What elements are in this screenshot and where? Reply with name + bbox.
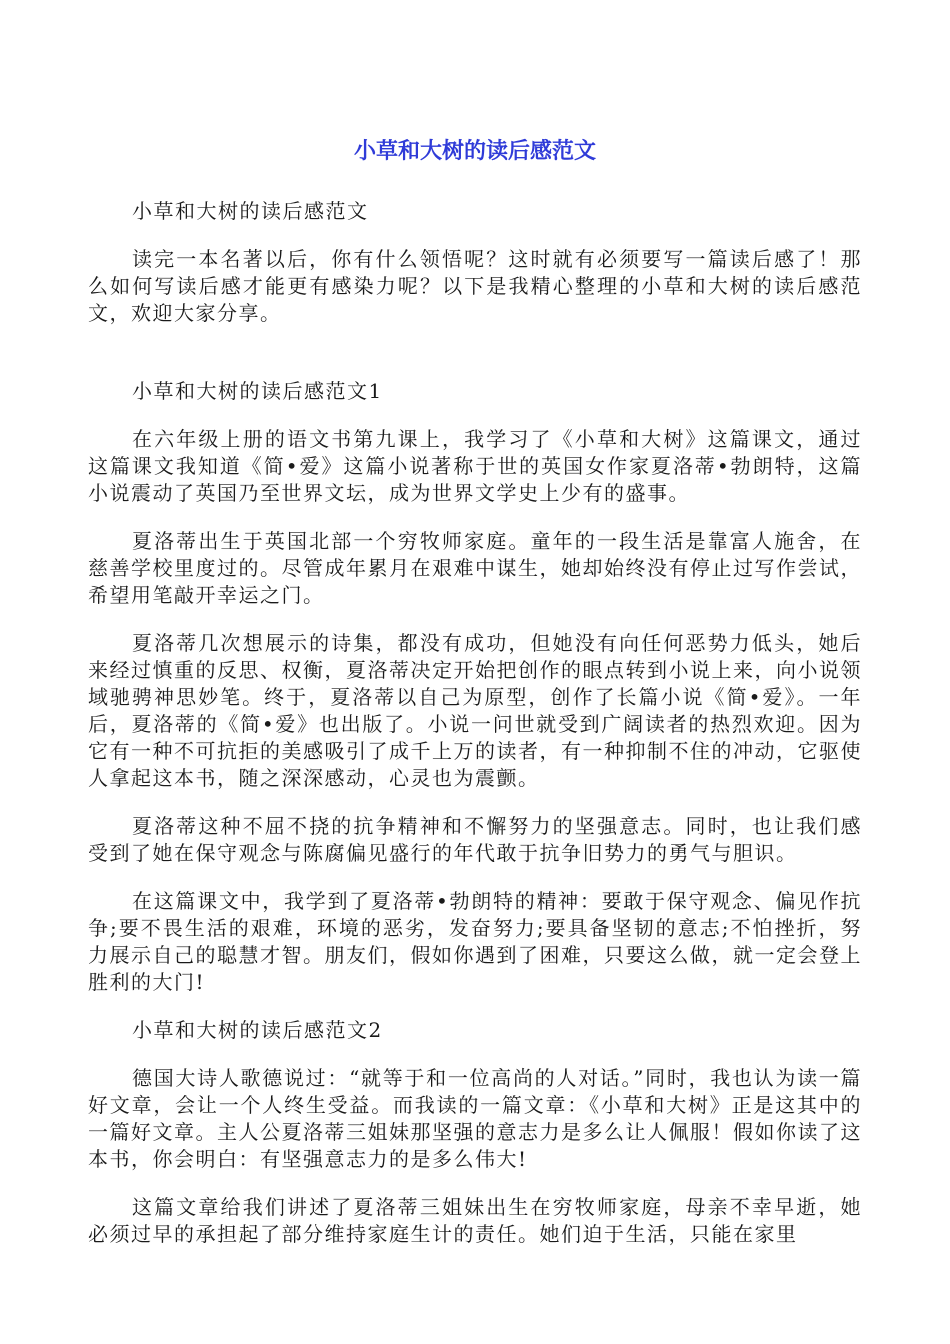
section-1-paragraph-2: 夏洛蒂出生于英国北部一个穷牧师家庭。童年的一段生活是靠富人施舍，在慈善学校里度过的。尽管成年累月在艰难中谋生，她却始终没有停止过写作尝试，希望用笔敲开幸运之门。 [88, 529, 862, 607]
section-1-paragraph-3: 夏洛蒂几次想展示的诗集，都没有成功，但她没有向任何恶势力低头，她后来经过慎重的反思、权衡，夏洛蒂决定开始把创作的眼点转到小说上来，向小说领域驰骋神思妙笔。终于，夏洛蒂以自己为原型，创作了长篇小说《简•爱》。一年后，夏洛蒂的《简•爱》也出版了。小说一问世就受到广阔读者的热烈欢迎。因为它有一种不可抗拒的美感吸引了成千上万的读者，有一种抑制不住的冲动，它驱使人拿起这本书，随之深深感动，心灵也为震颤。 [88, 631, 862, 790]
section-2-paragraph-1: 德国大诗人歌德说过：“就等于和一位高尚的人对话。”同时，我也认为读一篇好文章，会让一个人终生受益。而我读的一篇文章：《小草和大树》正是这其中的一篇好文章。主人公夏洛蒂三姐妹那坚强的意志力是多么让人佩服！假如你读了这本书，你会明白：有坚强意志力的是多么伟大! [88, 1066, 862, 1171]
section-spacer [88, 348, 862, 378]
section-1-paragraph-1: 在六年级上册的语文书第九课上，我学习了《小草和大树》这篇课文，通过这篇课文我知道《简•爱》这篇小说著称于世的英国女作家夏洛蒂•勃朗特，这篇小说震动了英国乃至世界文坛，成为世界文学史上少有的盛事。 [88, 427, 862, 505]
section-1-paragraph-5: 在这篇课文中，我学到了夏洛蒂•勃朗特的精神：要敢于保守观念、偏见作抗争;要不畏生活的艰难，环境的恶劣，发奋努力;要具备坚韧的意志;不怕挫折，努力展示自己的聪慧才智。朋友们，假如你遇到了困难，只要这么做，就一定会登上胜利的大门! [88, 889, 862, 994]
section-1-paragraph-4: 夏洛蒂这种不屈不挠的抗争精神和不懈努力的坚强意志。同时，也让我们感受到了她在保守观念与陈腐偏见盛行的年代敢于抗争旧势力的勇气与胆识。 [88, 814, 862, 865]
section-2-paragraph-2: 这篇文章给我们讲述了夏洛蒂三姐妹出生在穷牧师家庭，母亲不幸早逝，她必须过早的承担起了部分维持家庭生计的责任。她们迫于生活，只能在家里 [88, 1195, 862, 1246]
document-page [88, 128, 862, 1269]
document-title: 小草和大树的读后感范文 [353, 139, 596, 164]
intro-paragraph: 读完一本名著以后，你有什么领悟呢？这时就有必须要写一篇读后感了！那么如何写读后感才能更有感染力呢？以下是我精心整理的小草和大树的读后感范文，欢迎大家分享。 [88, 247, 862, 325]
section-2-heading: 小草和大树的读后感范文2 [132, 1018, 383, 1042]
section-1-heading: 小草和大树的读后感范文1 [132, 379, 383, 403]
document-subtitle: 小草和大树的读后感范文 [132, 199, 369, 223]
